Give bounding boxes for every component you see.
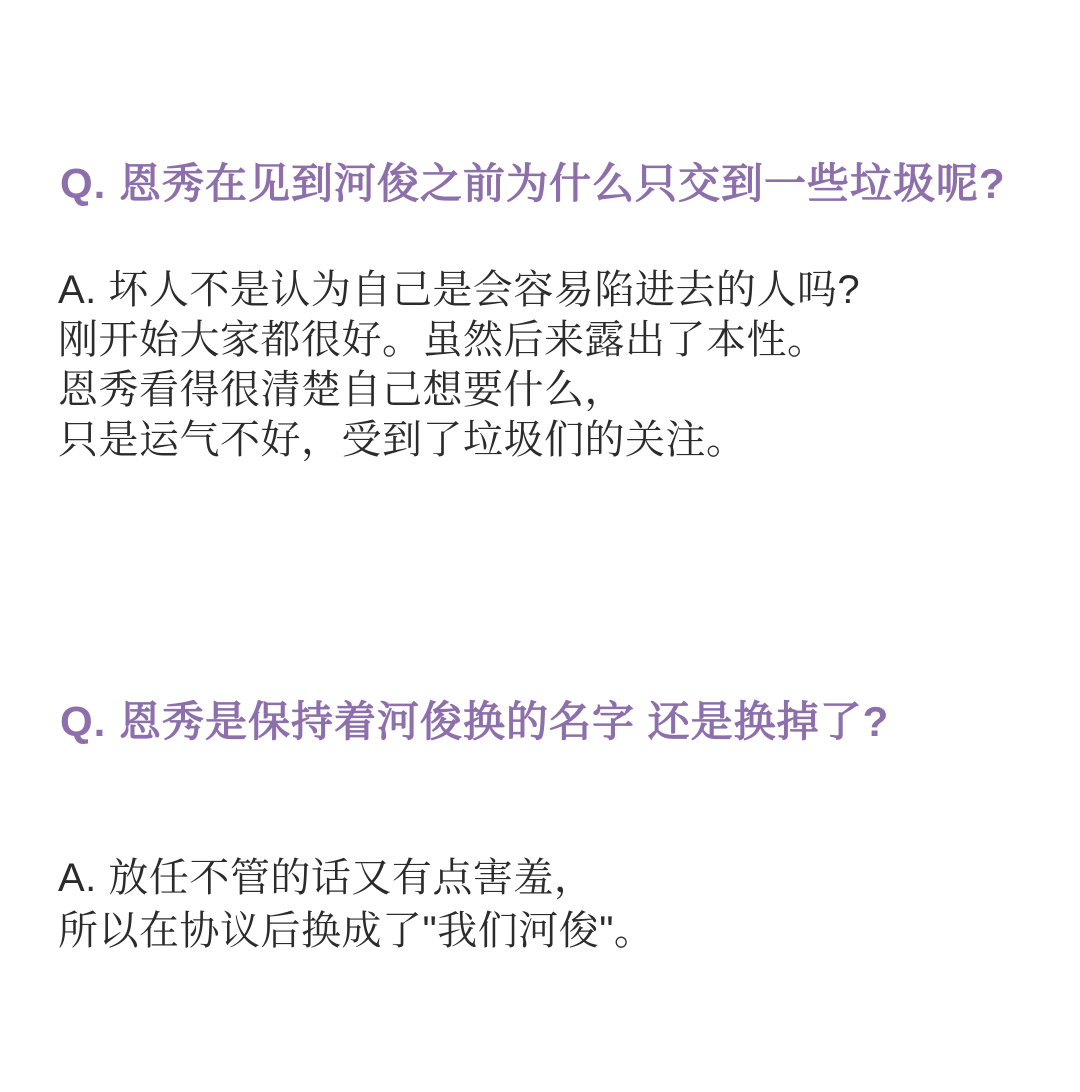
answer-1-line-3: 恩秀看得很清楚自己想要什么， xyxy=(58,368,625,412)
question-2-text: Q. 恩秀是保持着河俊换的名字 还是换掉了? xyxy=(60,698,890,745)
answer-2-line-2: 所以在协议后换成了"我们河俊"。 xyxy=(58,909,655,953)
answer-1-line-4: 只是运气不好，受到了垃圾们的关注。 xyxy=(58,418,747,462)
answer-2-line-1: A. 放任不管的话又有点害羞， xyxy=(58,856,595,900)
answer-2-text xyxy=(58,852,654,958)
question-1-text: Q. 恩秀在见到河俊之前为什么只交到一些垃圾呢? xyxy=(60,160,1006,207)
answer-1-line-1: A. 坏人不是认为自己是会容易陷进去的人吗? xyxy=(58,268,861,312)
answer-1-text xyxy=(58,265,860,465)
answer-1-line-2: 刚开始大家都很好。虽然后来露出了本性。 xyxy=(58,318,828,362)
